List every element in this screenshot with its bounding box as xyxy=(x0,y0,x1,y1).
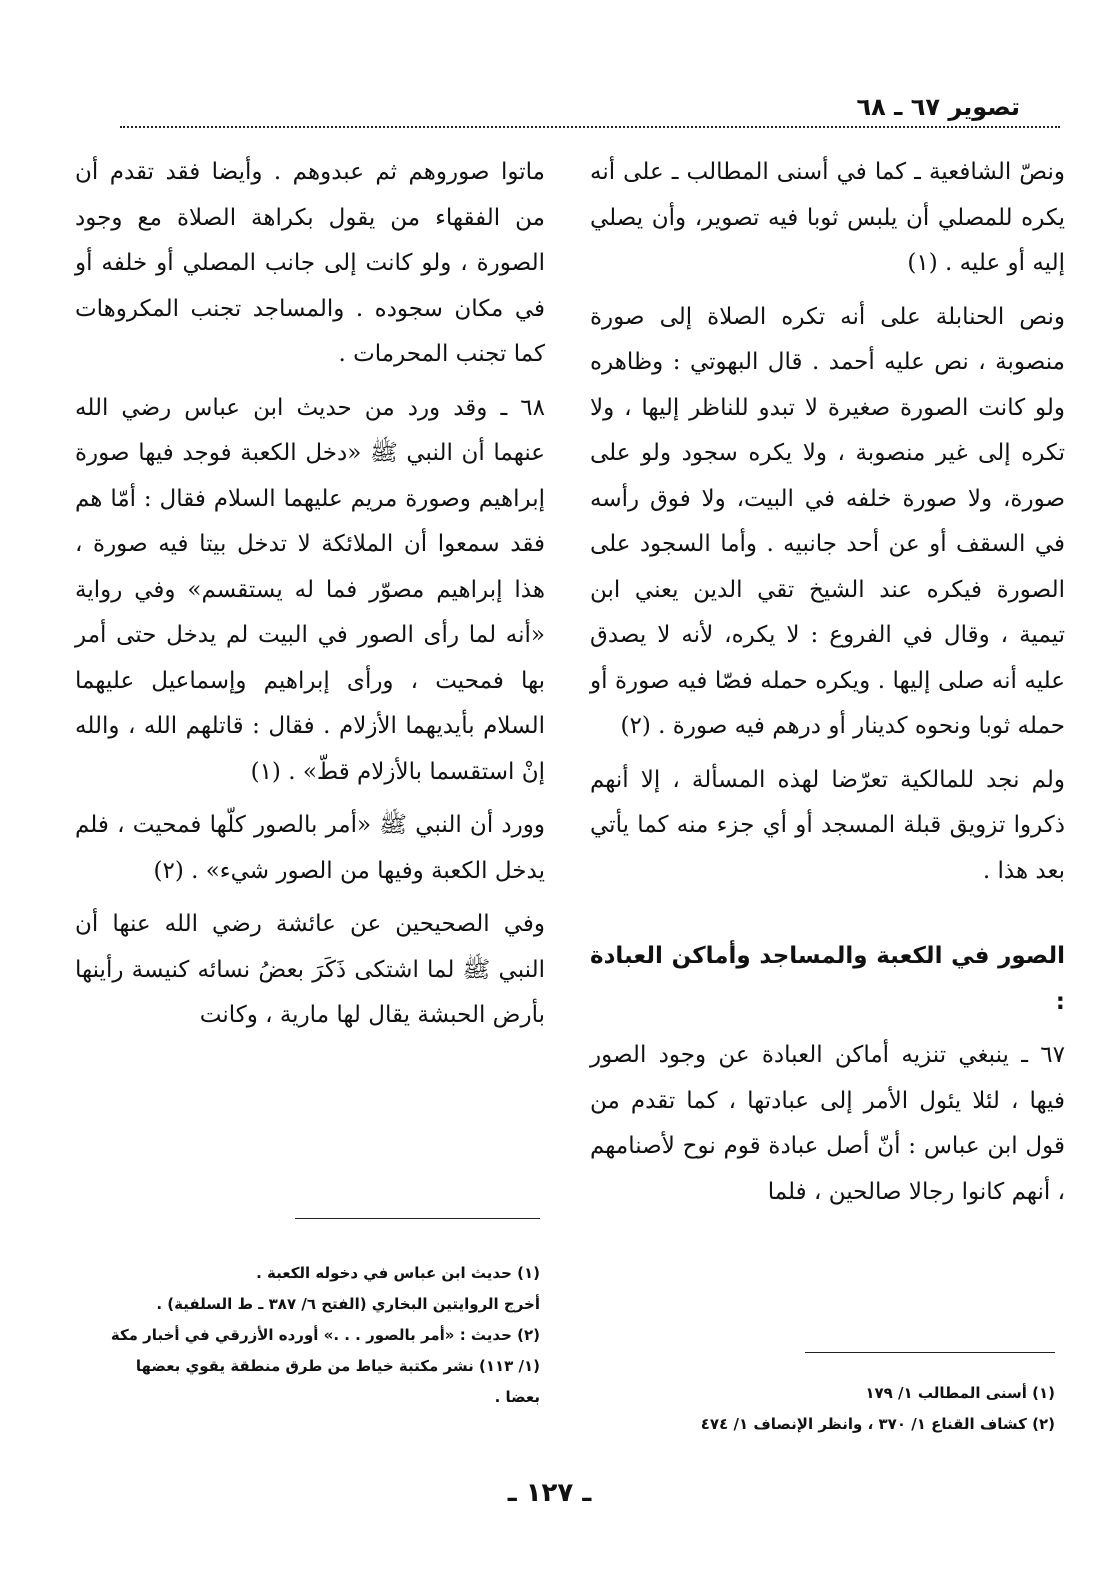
paragraph: وفي الصحيحين عن عائشة رضي الله عنها أن النبي ﷺ لما اشتكى ذَكَرَ بعضُ نسائه كنيسة رأينها بأرض الحبشة يقال لها مارية ، وكانت xyxy=(75,911,545,1028)
section-heading: الصور في الكعبة والمساجد وأماكن العبادة : xyxy=(590,943,1065,1015)
footnote: بعضا . xyxy=(494,1388,540,1406)
header-dotted-rule xyxy=(120,126,1060,128)
paragraph: وورد أن النبي ﷺ «أمر بالصور كلّها فمحيت ، فلم يدخل الكعبة وفيها من الصور شيء» . (٢) xyxy=(75,812,545,884)
footnote: (١) حديث ابن عباس في دخوله الكعبة . xyxy=(256,1264,540,1282)
paragraph: ونص الحنابلة على أنه تكره الصلاة إلى صورة منصوبة ، نص عليه أحمد . قال البهوتي : وظاهره ولو كانت الصورة صغيرة لا تبدو للناظر إليها ، ولا تكره إلى غير منصوبة ، ولا يكره سجود ولو على صورة، ولا صورة خلفه في البيت، ولا فوق رأسه في السقف أو عن أحد جانبيه . وأما السجود على الصورة فيكره عند الشيخ تقي الدين يعني ابن تيمية ، وقال في الفروع : لا يكره، لأنه لا يصدق عليه أنه صلى إليها . ويكره حمله فصّا فيه صورة أو حمله ثوبا ونحوه كدينار أو درهم فيه صورة . (٢) xyxy=(590,303,1065,739)
footnote: (٢) حديث : «أمر بالصور . . .» أورده الأزرقي في أخبار مكة xyxy=(110,1326,540,1344)
page-number: ـ ١٢٧ ـ xyxy=(507,1478,592,1508)
left-column xyxy=(75,150,545,1039)
footnote: (٢) كشاف القناع ١/ ٣٧٠ ، وانظر الإنصاف ١/ ٤٧٤ xyxy=(700,1415,1055,1433)
footnote-divider-left xyxy=(295,1218,540,1219)
paragraph: ونصّ الشافعية ـ كما في أسنى المطالب ـ على أنه يكره للمصلي أن يلبس ثوبا فيه تصوير، وأن يصلي إليه أو عليه . (١) xyxy=(590,159,1065,276)
right-column xyxy=(590,150,1065,1215)
footnote: أخرج الروايتين البخاري (الفتح ٦/ ٣٨٧ ـ ط السلفية) . xyxy=(156,1295,540,1313)
paragraph: ٦٨ ـ وقد ورد من حديث ابن عباس رضي الله عنهما أن النبي ﷺ «دخل الكعبة فوجد فيها صورة إبراهيم وصورة مريم عليهما السلام فقال : أمّا هم فقد سمعوا أن الملائكة لا تدخل بيتا فيه صورة ، هذا إبراهيم مصوّر فما له يستقسم» وفي رواية «أنه لما رأى الصور في البيت لم يدخل حتى أمر بها فمحيت ، ورأى إبراهيم وإسماعيل عليهما السلام بأيديهما الأزلام . فقال : قاتلهم الله ، والله إنْ استقسما بالأزلام قطّ» . (١) xyxy=(75,394,545,785)
footnotes-right xyxy=(590,1378,1055,1440)
paragraph: ماتوا صوروهم ثم عبدوهم . وأيضا فقد تقدم أن من الفقهاء من يقول بكراهة الصلاة مع وجود الصورة ، ولو كانت إلى جانب المصلي أو خلفه أو في مكان سجوده . والمساجد تجنب المكروهات كما تجنب المحرمات . xyxy=(75,159,545,367)
footnote: (١/ ١١٣) نشر مكتبة خياط من طرق منطقة يقوي بعضها xyxy=(135,1357,540,1375)
footnotes-left xyxy=(75,1258,540,1413)
paragraph: ولم نجد للمالكية تعرّضا لهذه المسألة ، إلا أنهم ذكروا تزويق قبلة المسجد أو أي جزء منه كما يأتي بعد هذا . xyxy=(590,766,1065,884)
running-header: تصوير ٦٧ ـ ٦٨ xyxy=(856,93,1020,121)
paragraph: ٦٧ ـ ينبغي تنزيه أماكن العبادة عن وجود الصور فيها ، لئلا يئول الأمر إلى عبادتها ، كما تقدم من قول ابن عباس : أنّ أصل عبادة قوم نوح لأصنامهم ، أنهم كانوا رجالا صالحين ، فلما xyxy=(590,1042,1065,1205)
footnote: (١) أسنى المطالب ١/ ١٧٩ xyxy=(865,1384,1055,1402)
footnote-divider-right xyxy=(805,1352,1055,1353)
